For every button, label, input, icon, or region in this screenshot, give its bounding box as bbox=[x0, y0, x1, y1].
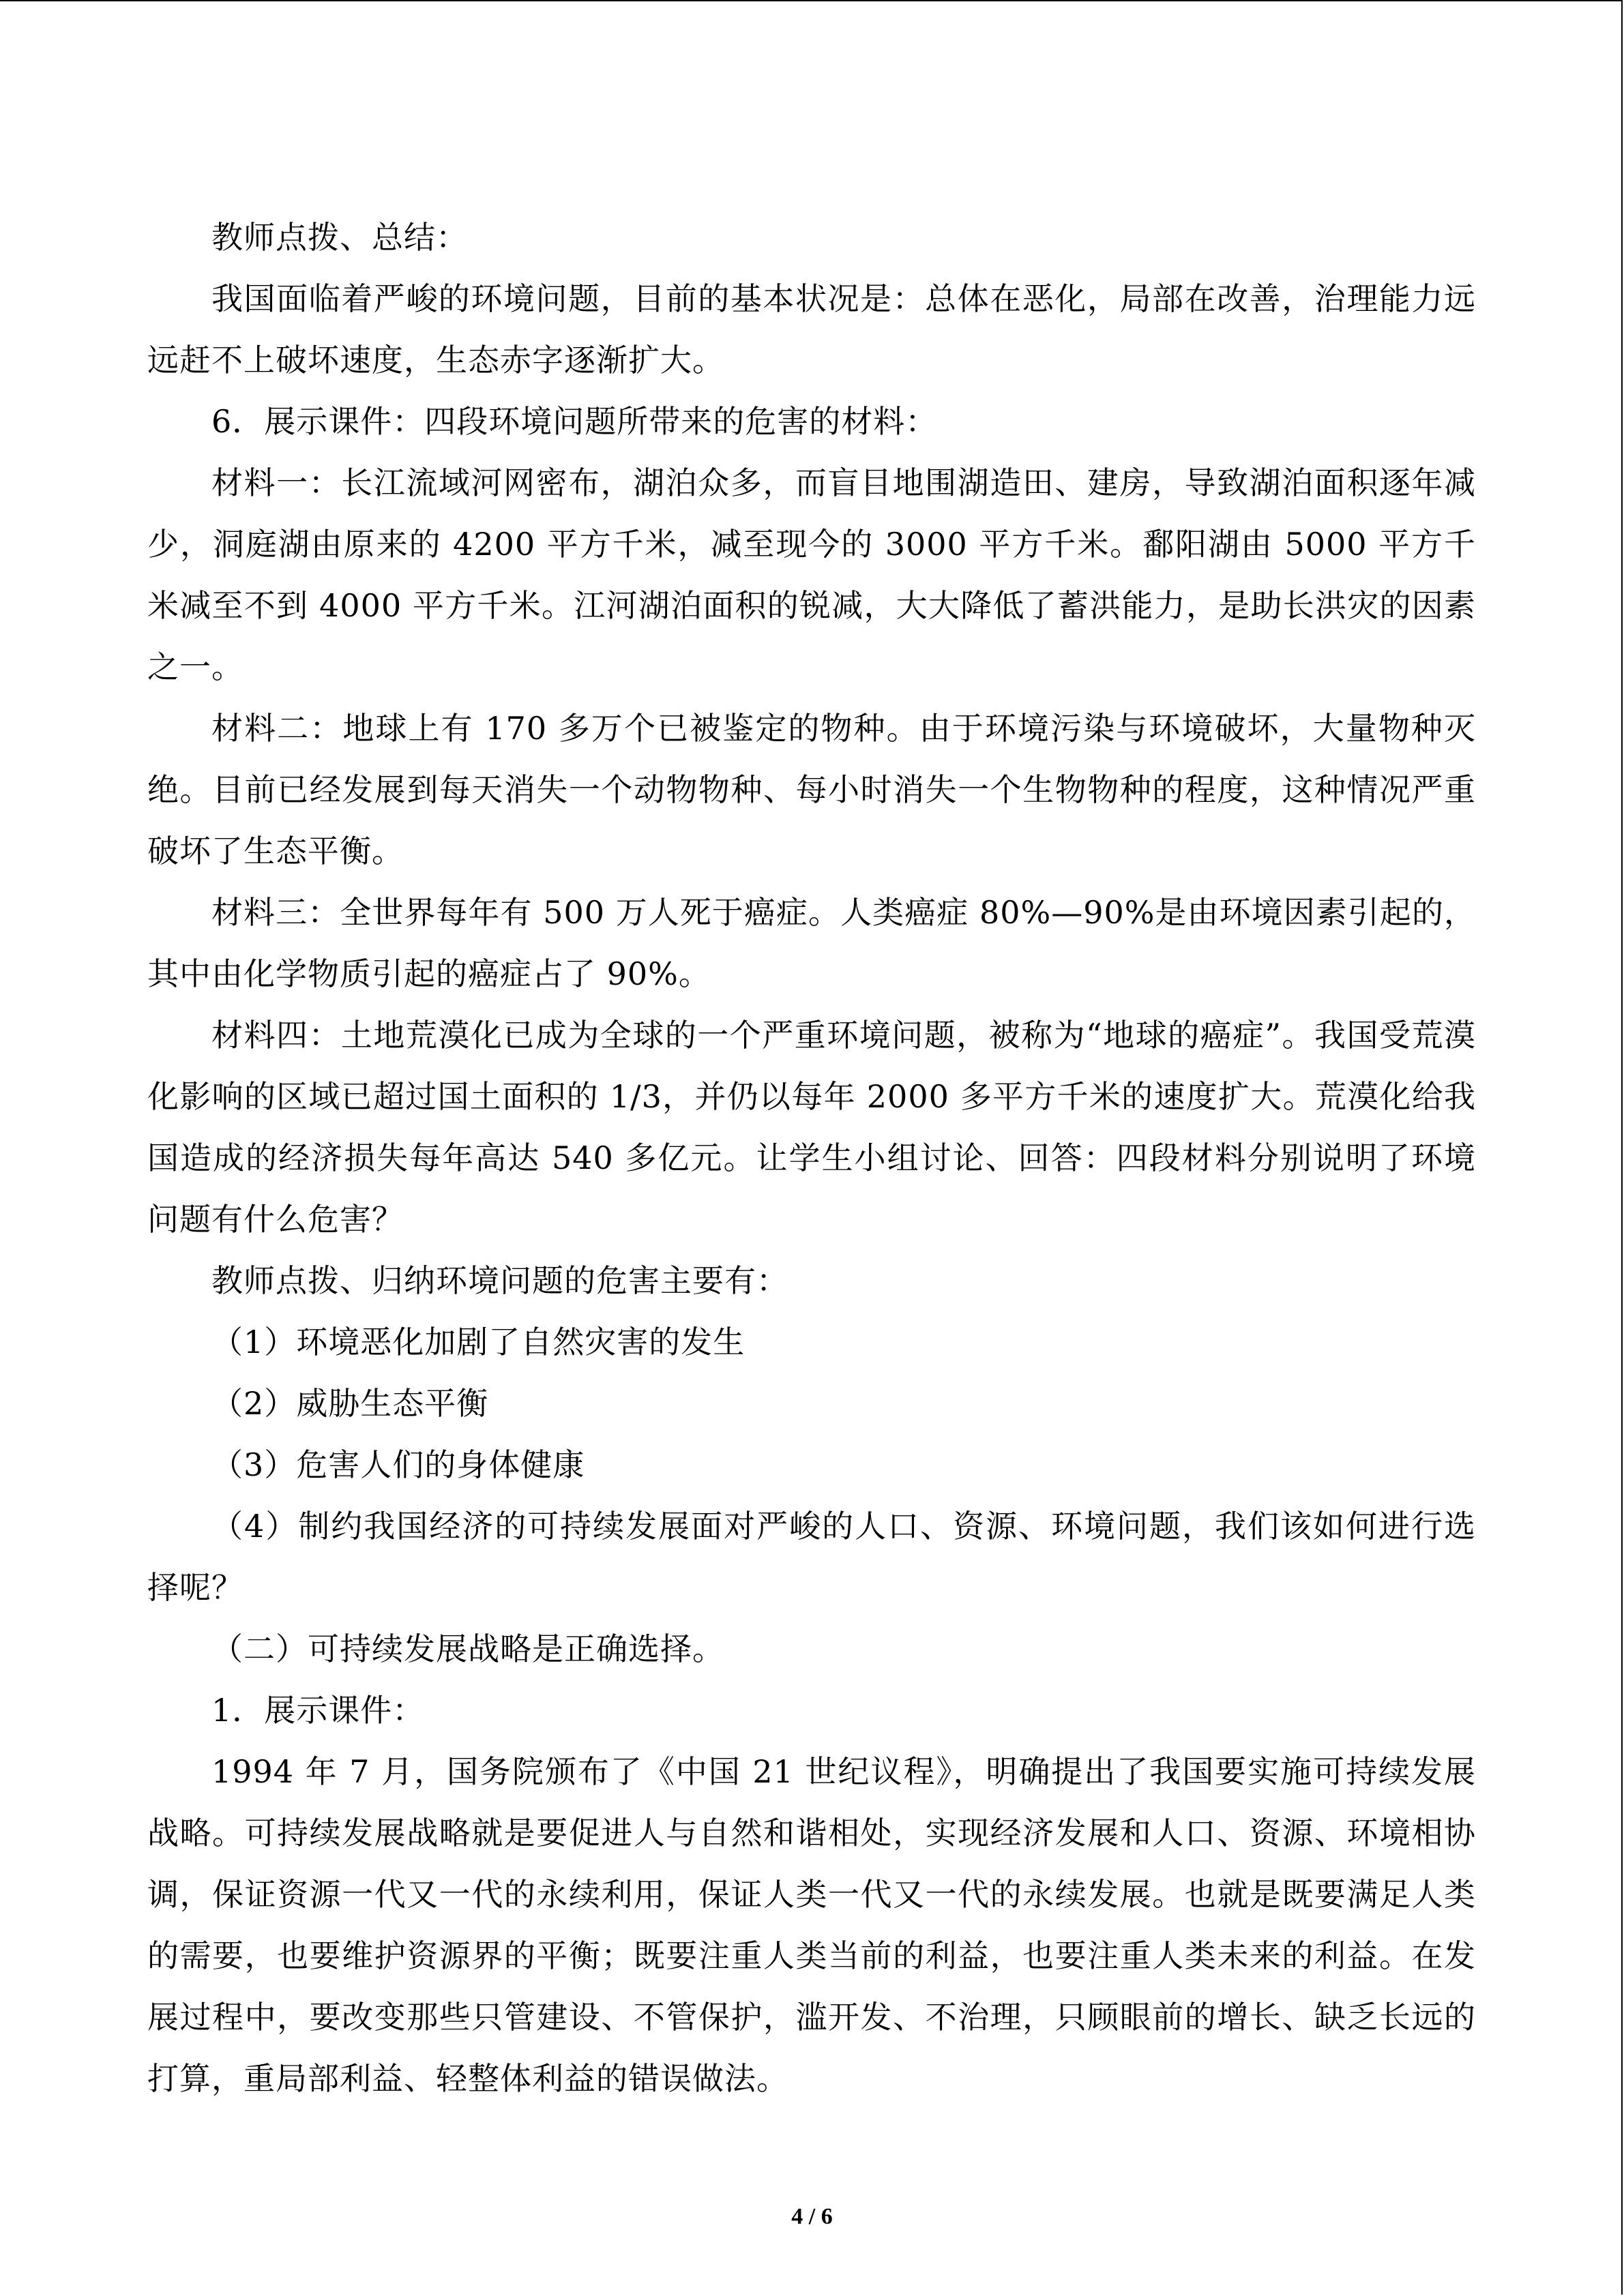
paragraph-agenda-21: 1994 年 7 月，国务院颁布了《中国 21 世纪议程》，明确提出了我国要实施可持续发展战略。可持续发展战略就是要促进人与自然和谐相处，实现经济发展和人口、资源、环境相协调，保证资源一代又一代的永续利用，保证人类一代又一代的永续发展。也就是既要满足人类的需要，也要维护资源界的平衡；既要注重人类当前的利益，也要注重人类未来的利益。在发展过程中，要改变那些只管建设、不管保护，滥开发、不治理，只顾眼前的增长、缺乏长远的打算，重局部利益、轻整体利益的错误做法。 bbox=[147, 1753, 1476, 2097]
paragraph-environment-status: 我国面临着严峻的环境问题，目前的基本状况是：总体在恶化，局部在改善，治理能力远远赶不上破坏速度，生态赤字逐渐扩大。 bbox=[147, 280, 1476, 378]
list-item-harm-4: （4）制约我国经济的可持续发展面对严峻的人口、资源、环境问题，我们该如何进行选择呢？ bbox=[147, 1508, 1476, 1606]
list-item-harm-3: （3）危害人们的身体健康 bbox=[211, 1446, 585, 1483]
section-heading-sustainable-development: （二）可持续发展战略是正确选择。 bbox=[211, 1630, 724, 1667]
list-item-harm-1: （1）环境恶化加剧了自然灾害的发生 bbox=[211, 1324, 745, 1360]
list-item-harm-2: （2）威胁生态平衡 bbox=[211, 1385, 489, 1422]
document-body bbox=[147, 207, 1476, 2109]
paragraph-material-3: 材料三：全世界每年有 500 万人死于癌症。人类癌症 80%—90%是由环境因素引起的，其中由化学物质引起的癌症占了 90%。 bbox=[147, 894, 1476, 992]
page-number: 4 / 6 bbox=[791, 2204, 833, 2229]
paragraph-material-1: 材料一：长江流域河网密布，湖泊众多，而盲目地围湖造田、建房，导致湖泊面积逐年减少，洞庭湖由原来的 4200 平方千米，减至现今的 3000 平方千米。鄱阳湖由 5000 平方千米减至不到 4000 平方千米。江河湖泊面积的锐减，大大降低了蓄洪能力，是助长洪灾的因素之一。 bbox=[147, 464, 1476, 685]
paragraph-material-2: 材料二：地球上有 170 多万个已被鉴定的物种。由于环境污染与环境破坏，大量物种灭绝。目前已经发展到每天消失一个动物物种、每小时消失一个生物物种的程度，这种情况严重破坏了生态平衡。 bbox=[147, 710, 1476, 869]
paragraph-material-4: 材料四：土地荒漠化已成为全球的一个严重环境问题，被称为“地球的癌症”。我国受荒漠化影响的区域已超过国土面积的 1/3，并仍以每年 2000 多平方千米的速度扩大。荒漠化给我国造成的经济损失每年高达 540 多亿元。让学生小组讨论、回答：四段材料分别说明了环境问题有什么危害？ bbox=[147, 1017, 1476, 1238]
paragraph-show-courseware-2: 1．展示课件： bbox=[211, 1692, 425, 1729]
paragraph-show-courseware: 6．展示课件：四段环境问题所带来的危害的材料： bbox=[211, 403, 938, 440]
paragraph-teacher-summary-heading: 教师点拨、总结： bbox=[211, 219, 468, 256]
paragraph-harms-heading: 教师点拨、归纳环境问题的危害主要有： bbox=[211, 1262, 788, 1299]
